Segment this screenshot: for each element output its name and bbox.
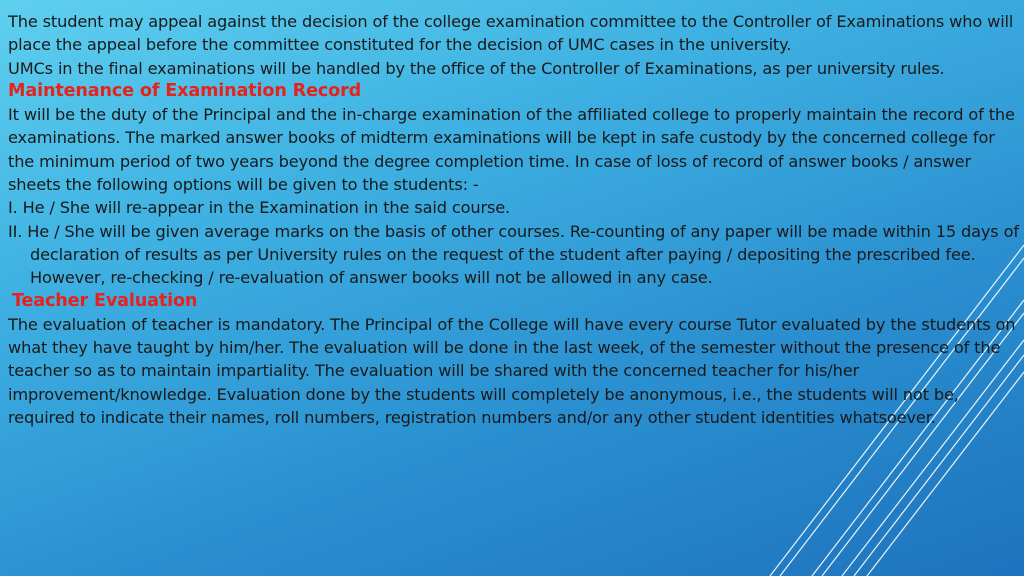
intro-paragraph-1: The student may appeal against the decision of the college examination committee to the Controller of Examinations who will place the appeal before the committee constituted for the decision of UMC cases in the university. [8,12,1014,55]
section-heading-exam-record: Maintenance of Examination Record [8,80,362,101]
section-heading-teacher-evaluation: Teacher Evaluation [12,290,198,311]
section-body-exam-record: It will be the duty of the Principal and the in-charge examination of the affiliated college to properly maintain the record of the examinations. The marked answer books of midterm examinations will be kept in safe custody by the concerned college for the minimum period of two years beyond the degree completion time. In case of loss of record of answer books / answer sheets the following options will be given to the students: - [8,105,1015,195]
intro-paragraph-2: UMCs in the final examinations will be handled by the office of the Controller of Examinations, as per university rules. [8,58,945,78]
slide-content [8,10,1020,429]
option-item-1: I. He / She will re-appear in the Examination in the said course. [8,198,511,218]
section-body-teacher-evaluation: The evaluation of teacher is mandatory. The Principal of the College will have every course Tutor evaluated by the students on what they have taught by him/her. The evaluation will be done in the last week, of the semester without the presence of the teacher so as to maintain impartiality. The evaluation will be shared with the concerned teacher for his/her improvement/knowledge. Evaluation done by the students will completely be anonymous, i.e., the students will not be, required to indicate their names, roll numbers, registration numbers and/or any other student identities whatsoever. [8,314,1016,428]
option-item-2: II. He / She will be given average marks on the basis of other courses. Re-counting of any paper will be made within 15 days of declaration of results as per University rules on the request of the student after paying / depositing the prescribed fee. However, re-checking / re-evaluation of answer books will not be allowed in any case. [8,221,1019,288]
